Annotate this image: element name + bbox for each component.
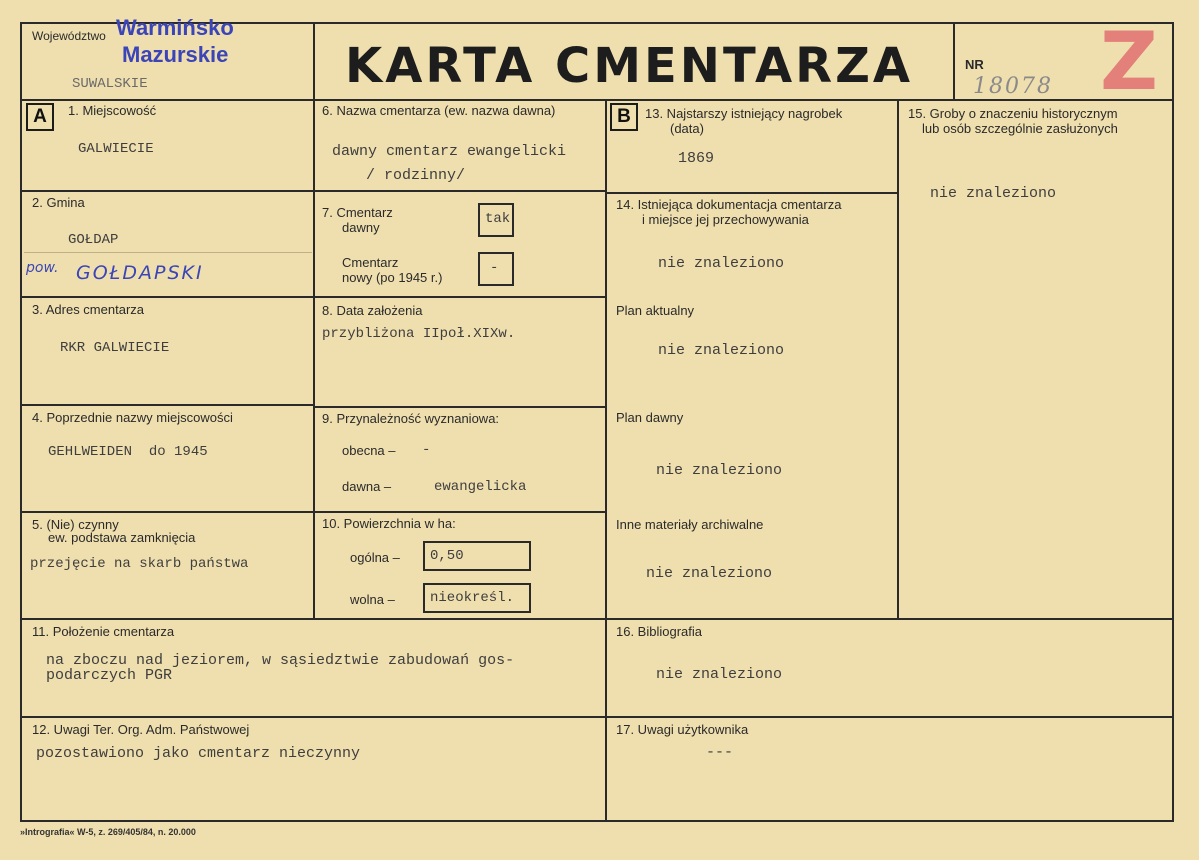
card-title: KARTA CMENTARZA [345, 38, 914, 94]
section-a-tag: A [26, 103, 54, 131]
row-divider-9 [313, 511, 606, 513]
plan-aktualny-value: nie znaleziono [658, 342, 785, 359]
voivodeship-stamp [116, 14, 234, 68]
old-voivodeship-value: SUWALSKIE [72, 76, 148, 92]
field-9-obecna-value: - [422, 442, 431, 458]
field-6-value-2: / rodzinny/ [366, 167, 466, 184]
field-8-value: przybliżona IIpoł.XIXw. [322, 326, 516, 342]
row-divider-lower [20, 618, 1174, 620]
field-7-dawny-box [478, 203, 514, 237]
row-divider-13 [605, 192, 897, 194]
header-right-divider [953, 22, 955, 100]
field-9-obecna-label: obecna – [342, 443, 396, 458]
field-5-label-2: ew. podstawa zamknięcia [48, 530, 196, 545]
row-divider-2 [20, 296, 314, 298]
header-left-divider [313, 22, 315, 100]
field-11-value-1: na zboczu nad jeziorem, w sąsiedztwie zabudowań gos- [46, 652, 515, 669]
stamp-line-1: Warmińsko [116, 15, 234, 40]
field-10-wolna-value: nieokreśl. [430, 590, 515, 606]
field-10-ogolna-label: ogólna – [350, 550, 400, 565]
field-10-wolna-label: wolna – [350, 592, 395, 607]
field-16-value: nie znaleziono [656, 666, 783, 683]
field-3-label: 3. Adres cmentarza [32, 302, 144, 317]
row-divider-3 [20, 404, 314, 406]
field-3-value: RKR GALWIECIE [60, 340, 170, 356]
field-17-value: --- [706, 744, 734, 761]
inne-materialy-label: Inne materiały archiwalne [616, 517, 764, 532]
col-divider-b [605, 99, 607, 821]
header-divider [20, 99, 1174, 101]
field-12-value: pozostawiono jako cmentarz nieczynny [36, 745, 361, 762]
field-2-separator [24, 252, 312, 253]
field-13-value: 1869 [678, 150, 715, 167]
field-2-pow-prefix: pow. [26, 260, 59, 276]
col-divider-a [313, 99, 315, 619]
field-12-label: 12. Uwagi Ter. Org. Adm. Państwowej [32, 722, 250, 737]
printer-imprint: »Intrografia« W-5, z. 269/405/84, n. 20.000 [20, 827, 196, 837]
field-6-label: 6. Nazwa cmentarza (ew. nazwa dawna) [322, 103, 556, 118]
field-5-label: 5. (Nie) czynny [32, 517, 119, 532]
plan-aktualny-label: Plan aktualny [616, 303, 695, 318]
field-7-nowy-box [478, 252, 514, 286]
field-7-label: 7. Cmentarz [322, 205, 393, 220]
section-b-tag: B [610, 103, 638, 131]
field-7-dawny-value: tak [485, 211, 511, 227]
field-14-value: nie znaleziono [658, 255, 785, 272]
row-divider-6 [313, 190, 606, 192]
row-divider-8 [313, 406, 606, 408]
stamp-line-2: Mazurskie [122, 42, 229, 67]
field-2-pow-value: GOŁDAPSKI [76, 262, 204, 284]
row-divider-1 [20, 190, 314, 192]
field-6-value-1: dawny cmentarz ewangelicki [332, 143, 567, 160]
row-divider-4 [20, 511, 314, 513]
field-13-label-2: (data) [670, 121, 704, 136]
field-15-label-2: lub osób szczególnie zasłużonych [922, 121, 1118, 136]
inne-materialy-value: nie znaleziono [646, 565, 773, 582]
field-2-value: GOŁDAP [68, 232, 119, 248]
field-9-dawna-value: ewangelicka [434, 479, 527, 495]
field-7-nowy-label-b: nowy (po 1945 r.) [342, 270, 443, 285]
field-11-label: 11. Położenie cmentarza [32, 624, 175, 639]
field-15-label: 15. Groby o znaczeniu historycznym [908, 106, 1118, 121]
field-10-wolna-box [423, 583, 531, 613]
field-10-ogolna-box [423, 541, 531, 571]
corner-mark: Z [1099, 15, 1158, 108]
field-1-value: GALWIECIE [78, 141, 154, 157]
field-9-label: 9. Przynależność wyznaniowa: [322, 411, 500, 426]
field-17-label: 17. Uwagi użytkownika [616, 722, 749, 737]
field-4-value: GEHLWEIDEN do 1945 [48, 444, 208, 460]
row-divider-11-12 [20, 716, 1174, 718]
field-10-ogolna-value: 0,50 [430, 548, 464, 564]
field-9-dawna-label: dawna – [342, 479, 392, 494]
row-divider-7 [313, 296, 606, 298]
field-8-label: 8. Data założenia [322, 303, 423, 318]
field-16-label: 16. Bibliografia [616, 624, 702, 639]
field-11-value-2: podarczych PGR [46, 667, 173, 684]
plan-dawny-value: nie znaleziono [656, 462, 783, 479]
field-1-label: 1. Miejscowość [68, 103, 157, 118]
field-10-label: 10. Powierzchnia w ha: [322, 516, 456, 531]
field-7-nowy-label: Cmentarz [342, 255, 399, 270]
wojewodztwo-label: Województwo [32, 29, 106, 43]
field-15-value: nie znaleziono [930, 185, 1057, 202]
field-5-value: przejęcie na skarb państwa [30, 556, 249, 572]
field-14-label-2: i miejsce jej przechowywania [642, 212, 809, 227]
field-7-nowy-value: - [490, 260, 499, 276]
col-divider-c [897, 99, 899, 619]
field-13-label: 13. Najstarszy istniejący nagrobek [645, 106, 843, 121]
nr-value: 18078 [973, 74, 1053, 99]
field-14-label: 14. Istniejąca dokumentacja cmentarza [616, 197, 842, 212]
field-7-label-b: dawny [342, 220, 380, 235]
field-4-label: 4. Poprzednie nazwy miejscowości [32, 410, 233, 425]
nr-label: NR [965, 57, 984, 72]
field-2-label: 2. Gmina [32, 195, 85, 210]
plan-dawny-label: Plan dawny [616, 410, 684, 425]
